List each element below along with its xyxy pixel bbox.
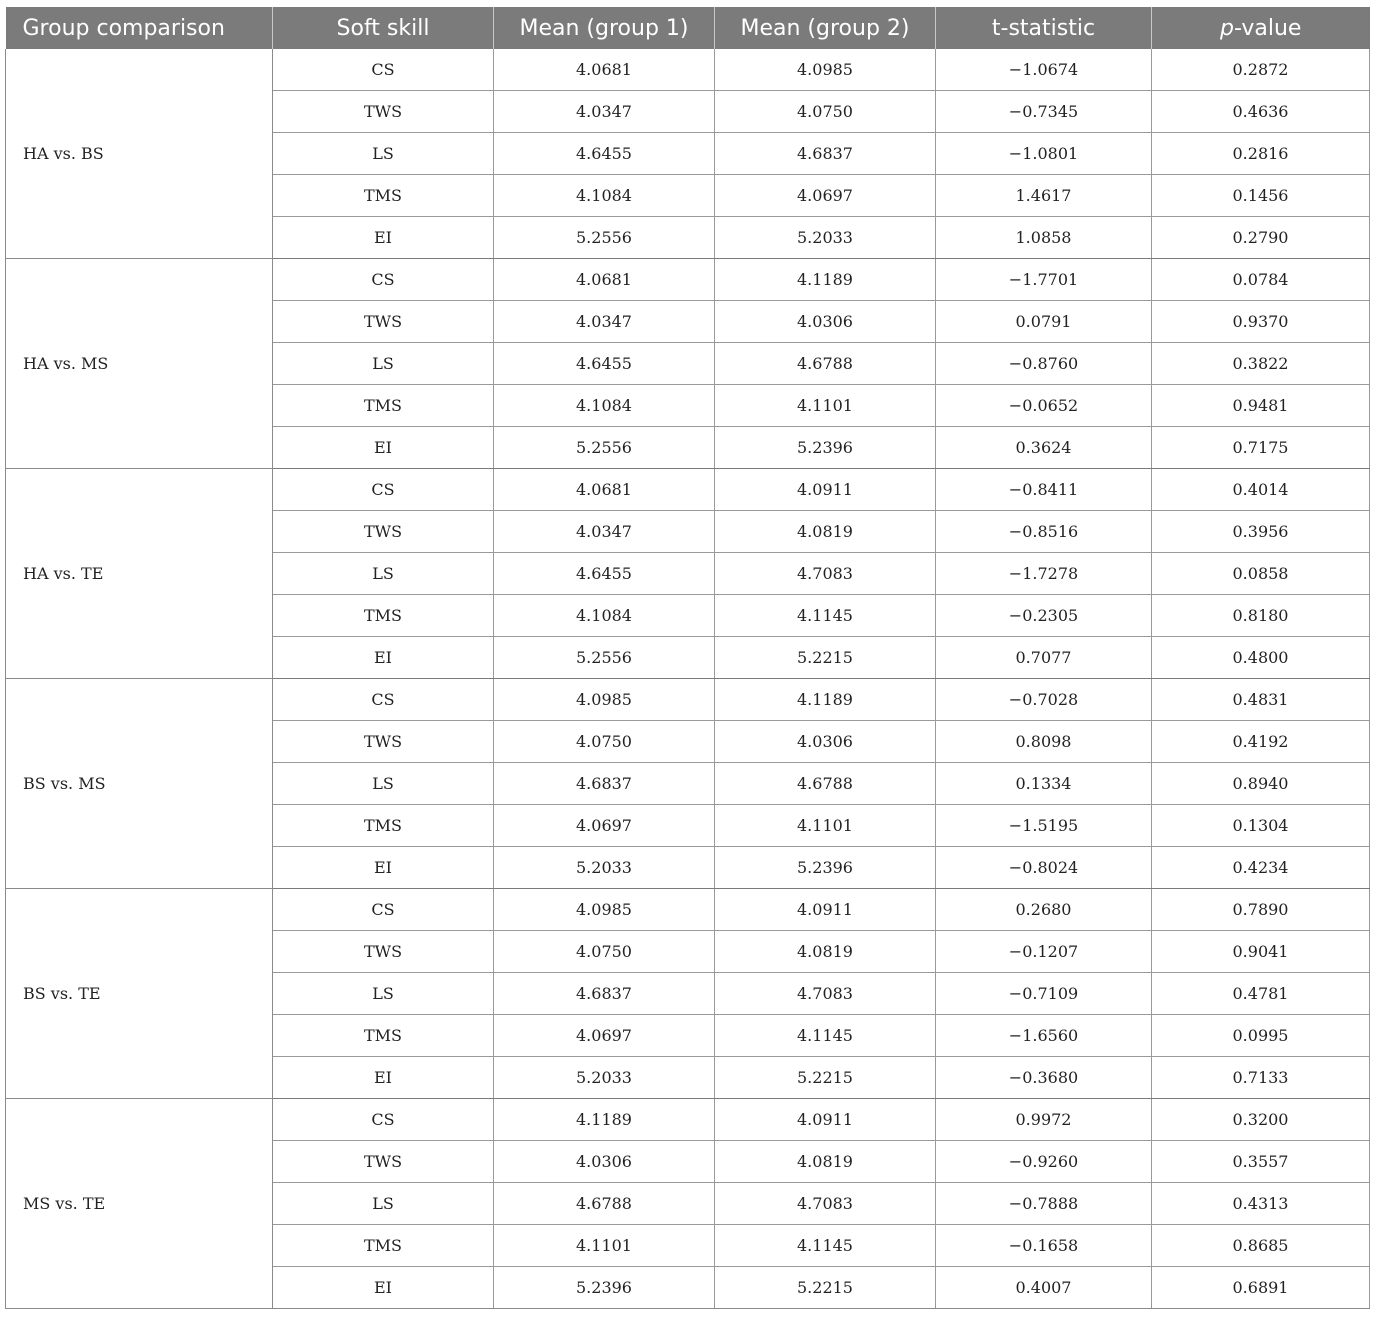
mean-group-2-cell: 4.0911	[715, 469, 936, 511]
mean-group-2-cell: 4.0819	[715, 511, 936, 553]
table-row	[6, 469, 1370, 511]
mean-group-1-cell: 5.2556	[494, 637, 715, 679]
p-value-cell: 0.8685	[1152, 1225, 1370, 1267]
mean-group-1-cell: 4.6455	[494, 133, 715, 175]
table-row	[6, 49, 1370, 91]
mean-group-2-cell: 4.0750	[715, 91, 936, 133]
mean-group-1-cell: 5.2556	[494, 427, 715, 469]
t-statistic-cell: −0.8760	[936, 343, 1152, 385]
mean-group-2-cell: 4.6837	[715, 133, 936, 175]
t-statistic-cell: −1.0674	[936, 49, 1152, 91]
mean-group-1-cell: 5.2556	[494, 217, 715, 259]
t-statistic-cell: 0.0791	[936, 301, 1152, 343]
p-value-cell: 0.7175	[1152, 427, 1370, 469]
mean-group-2-cell: 4.7083	[715, 1183, 936, 1225]
mean-group-1-cell: 4.0681	[494, 469, 715, 511]
mean-group-2-cell: 4.7083	[715, 553, 936, 595]
header-mean-group-1: Mean (group 1)	[494, 7, 715, 49]
t-statistic-cell: −0.7028	[936, 679, 1152, 721]
mean-group-2-cell: 5.2215	[715, 1057, 936, 1099]
t-statistic-cell: −1.5195	[936, 805, 1152, 847]
mean-group-1-cell: 4.1084	[494, 385, 715, 427]
soft-skill-cell: LS	[273, 973, 494, 1015]
t-statistic-cell: −0.0652	[936, 385, 1152, 427]
mean-group-1-cell: 4.0681	[494, 49, 715, 91]
mean-group-2-cell: 5.2215	[715, 637, 936, 679]
p-value-cell: 0.4014	[1152, 469, 1370, 511]
mean-group-2-cell: 4.0697	[715, 175, 936, 217]
mean-group-1-cell: 4.1084	[494, 595, 715, 637]
soft-skill-cell: LS	[273, 1183, 494, 1225]
mean-group-1-cell: 4.0347	[494, 511, 715, 553]
header-p-italic: p	[1220, 15, 1234, 41]
p-value-cell: 0.9041	[1152, 931, 1370, 973]
mean-group-2-cell: 5.2396	[715, 427, 936, 469]
t-statistic-cell: 0.4007	[936, 1267, 1152, 1309]
group-comparison-cell: HA vs. BS	[6, 49, 273, 259]
t-statistic-cell: −0.7345	[936, 91, 1152, 133]
mean-group-1-cell: 4.0681	[494, 259, 715, 301]
t-statistic-cell: −0.8024	[936, 847, 1152, 889]
p-value-cell: 0.4313	[1152, 1183, 1370, 1225]
soft-skill-cell: EI	[273, 847, 494, 889]
header-row	[6, 7, 1370, 49]
p-value-cell: 0.3200	[1152, 1099, 1370, 1141]
soft-skill-cell: EI	[273, 427, 494, 469]
mean-group-2-cell: 4.0985	[715, 49, 936, 91]
t-statistic-cell: −0.7888	[936, 1183, 1152, 1225]
mean-group-1-cell: 4.0985	[494, 679, 715, 721]
t-statistic-cell: 0.7077	[936, 637, 1152, 679]
group-comparison-cell: BS vs. MS	[6, 679, 273, 889]
t-statistic-cell: −0.9260	[936, 1141, 1152, 1183]
p-value-cell: 0.4192	[1152, 721, 1370, 763]
header-t-statistic: t-statistic	[936, 7, 1152, 49]
p-value-cell: 0.3557	[1152, 1141, 1370, 1183]
mean-group-1-cell: 5.2033	[494, 1057, 715, 1099]
p-value-cell: 0.8180	[1152, 595, 1370, 637]
t-statistic-cell: −0.8516	[936, 511, 1152, 553]
mean-group-2-cell: 4.6788	[715, 763, 936, 805]
soft-skill-cell: EI	[273, 1267, 494, 1309]
mean-group-1-cell: 4.0750	[494, 931, 715, 973]
mean-group-2-cell: 4.0911	[715, 889, 936, 931]
soft-skill-cell: TWS	[273, 1141, 494, 1183]
soft-skill-comparison-table	[5, 7, 1370, 1309]
mean-group-1-cell: 4.0750	[494, 721, 715, 763]
mean-group-2-cell: 4.1189	[715, 679, 936, 721]
p-value-cell: 0.0995	[1152, 1015, 1370, 1057]
group-comparison-cell: BS vs. TE	[6, 889, 273, 1099]
t-statistic-cell: 0.9972	[936, 1099, 1152, 1141]
p-value-cell: 0.6891	[1152, 1267, 1370, 1309]
soft-skill-cell: TMS	[273, 1225, 494, 1267]
t-statistic-cell: −0.1207	[936, 931, 1152, 973]
mean-group-2-cell: 5.2215	[715, 1267, 936, 1309]
soft-skill-cell: EI	[273, 637, 494, 679]
mean-group-1-cell: 4.6455	[494, 343, 715, 385]
table-row	[6, 679, 1370, 721]
group-comparison-cell: HA vs. TE	[6, 469, 273, 679]
soft-skill-cell: TWS	[273, 721, 494, 763]
mean-group-2-cell: 4.1145	[715, 595, 936, 637]
mean-group-1-cell: 4.1101	[494, 1225, 715, 1267]
soft-skill-cell: TMS	[273, 805, 494, 847]
soft-skill-cell: CS	[273, 889, 494, 931]
p-value-cell: 0.3822	[1152, 343, 1370, 385]
table-row	[6, 259, 1370, 301]
t-statistic-cell: −0.1658	[936, 1225, 1152, 1267]
mean-group-2-cell: 4.0819	[715, 931, 936, 973]
mean-group-1-cell: 4.1189	[494, 1099, 715, 1141]
table-container	[5, 7, 1369, 1309]
mean-group-1-cell: 4.6837	[494, 973, 715, 1015]
t-statistic-cell: −1.0801	[936, 133, 1152, 175]
soft-skill-cell: EI	[273, 217, 494, 259]
mean-group-2-cell: 5.2396	[715, 847, 936, 889]
mean-group-2-cell: 4.6788	[715, 343, 936, 385]
mean-group-2-cell: 4.1145	[715, 1015, 936, 1057]
p-value-cell: 0.4636	[1152, 91, 1370, 133]
p-value-cell: 0.8940	[1152, 763, 1370, 805]
p-value-cell: 0.4781	[1152, 973, 1370, 1015]
soft-skill-cell: TWS	[273, 301, 494, 343]
t-statistic-cell: −1.7701	[936, 259, 1152, 301]
soft-skill-cell: EI	[273, 1057, 494, 1099]
t-statistic-cell: 1.0858	[936, 217, 1152, 259]
t-statistic-cell: −0.7109	[936, 973, 1152, 1015]
mean-group-1-cell: 4.6788	[494, 1183, 715, 1225]
p-value-cell: 0.1304	[1152, 805, 1370, 847]
p-value-cell: 0.0858	[1152, 553, 1370, 595]
p-value-cell: 0.4831	[1152, 679, 1370, 721]
mean-group-1-cell: 4.6837	[494, 763, 715, 805]
header-group-comparison: Group comparison	[6, 7, 273, 49]
t-statistic-cell: 0.8098	[936, 721, 1152, 763]
soft-skill-cell: TWS	[273, 91, 494, 133]
t-statistic-cell: −1.6560	[936, 1015, 1152, 1057]
mean-group-1-cell: 4.0347	[494, 301, 715, 343]
mean-group-1-cell: 4.0985	[494, 889, 715, 931]
t-statistic-cell: 1.4617	[936, 175, 1152, 217]
header-mean-group-2: Mean (group 2)	[715, 7, 936, 49]
header-p-value	[1152, 7, 1370, 49]
p-value-cell: 0.9481	[1152, 385, 1370, 427]
p-value-cell: 0.2790	[1152, 217, 1370, 259]
mean-group-2-cell: 4.1101	[715, 385, 936, 427]
soft-skill-cell: CS	[273, 49, 494, 91]
soft-skill-cell: LS	[273, 343, 494, 385]
soft-skill-cell: TMS	[273, 1015, 494, 1057]
p-value-cell: 0.4800	[1152, 637, 1370, 679]
p-value-cell: 0.0784	[1152, 259, 1370, 301]
table-row	[6, 1099, 1370, 1141]
soft-skill-cell: TWS	[273, 511, 494, 553]
mean-group-2-cell: 4.7083	[715, 973, 936, 1015]
soft-skill-cell: CS	[273, 469, 494, 511]
soft-skill-cell: LS	[273, 133, 494, 175]
soft-skill-cell: LS	[273, 553, 494, 595]
mean-group-2-cell: 4.1101	[715, 805, 936, 847]
table-row	[6, 889, 1370, 931]
soft-skill-cell: CS	[273, 679, 494, 721]
mean-group-1-cell: 4.1084	[494, 175, 715, 217]
table-body	[6, 49, 1370, 1309]
mean-group-1-cell: 4.6455	[494, 553, 715, 595]
group-comparison-cell: MS vs. TE	[6, 1099, 273, 1309]
p-value-cell: 0.1456	[1152, 175, 1370, 217]
soft-skill-cell: CS	[273, 259, 494, 301]
mean-group-2-cell: 5.2033	[715, 217, 936, 259]
mean-group-2-cell: 4.0911	[715, 1099, 936, 1141]
mean-group-1-cell: 5.2033	[494, 847, 715, 889]
mean-group-2-cell: 4.0306	[715, 721, 936, 763]
mean-group-1-cell: 5.2396	[494, 1267, 715, 1309]
soft-skill-cell: TMS	[273, 595, 494, 637]
p-value-cell: 0.7133	[1152, 1057, 1370, 1099]
header-p-suffix: -value	[1234, 15, 1302, 41]
soft-skill-cell: TWS	[273, 931, 494, 973]
mean-group-2-cell: 4.1145	[715, 1225, 936, 1267]
group-comparison-cell: HA vs. MS	[6, 259, 273, 469]
t-statistic-cell: 0.2680	[936, 889, 1152, 931]
p-value-cell: 0.3956	[1152, 511, 1370, 553]
p-value-cell: 0.2816	[1152, 133, 1370, 175]
t-statistic-cell: 0.1334	[936, 763, 1152, 805]
header-soft-skill: Soft skill	[273, 7, 494, 49]
p-value-cell: 0.9370	[1152, 301, 1370, 343]
mean-group-2-cell: 4.0306	[715, 301, 936, 343]
p-value-cell: 0.2872	[1152, 49, 1370, 91]
p-value-cell: 0.4234	[1152, 847, 1370, 889]
t-statistic-cell: −0.3680	[936, 1057, 1152, 1099]
mean-group-2-cell: 4.1189	[715, 259, 936, 301]
mean-group-2-cell: 4.0819	[715, 1141, 936, 1183]
soft-skill-cell: CS	[273, 1099, 494, 1141]
t-statistic-cell: −0.8411	[936, 469, 1152, 511]
t-statistic-cell: −1.7278	[936, 553, 1152, 595]
t-statistic-cell: −0.2305	[936, 595, 1152, 637]
soft-skill-cell: TMS	[273, 385, 494, 427]
mean-group-1-cell: 4.0347	[494, 91, 715, 133]
p-value-cell: 0.7890	[1152, 889, 1370, 931]
mean-group-1-cell: 4.0306	[494, 1141, 715, 1183]
mean-group-1-cell: 4.0697	[494, 805, 715, 847]
soft-skill-cell: LS	[273, 763, 494, 805]
t-statistic-cell: 0.3624	[936, 427, 1152, 469]
mean-group-1-cell: 4.0697	[494, 1015, 715, 1057]
soft-skill-cell: TMS	[273, 175, 494, 217]
